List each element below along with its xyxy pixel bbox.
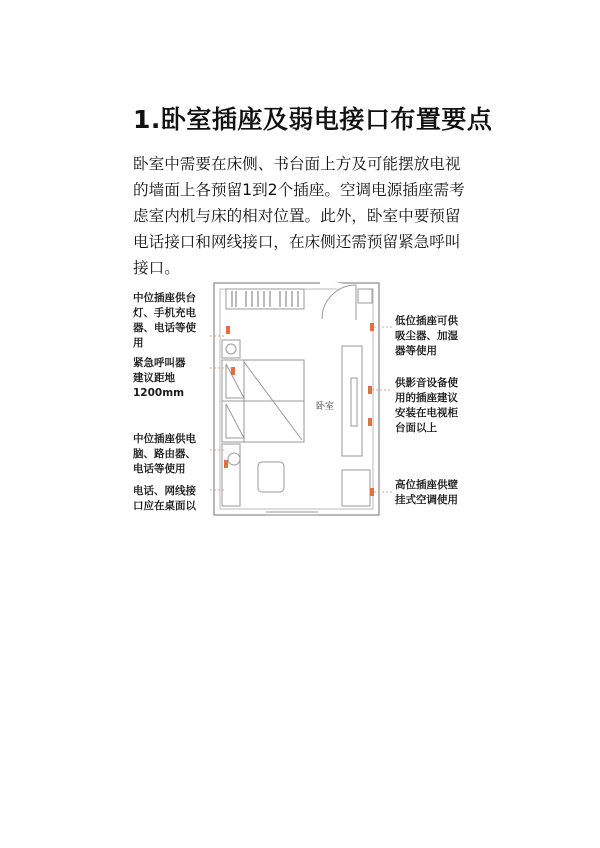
room-label: 卧室 [316, 402, 335, 412]
lamp [226, 344, 236, 354]
paragraph-line: 虑室内机与床的相对位置。此外，卧室中要预留 [133, 207, 461, 225]
callout-low-outlet [395, 314, 458, 359]
callout-line: 电话、网线接 [133, 485, 196, 497]
callout-line: 器等使用 [395, 345, 437, 357]
callout-line: 吸尘器、加湿 [395, 330, 458, 342]
outlet-mark [370, 488, 374, 496]
callout-bedside-outlet [133, 291, 196, 351]
callout-av-outlet [395, 376, 458, 436]
callout-desk-outlet [133, 432, 196, 477]
callout-line: 台面以上 [395, 422, 437, 434]
callout-line: 脑、路由器、 [133, 448, 196, 460]
nightstand [222, 340, 240, 358]
chair [258, 462, 284, 492]
outlet-mark [368, 418, 372, 426]
outlet-mark [224, 460, 228, 468]
callout-line: 紧急呼叫器 [133, 357, 186, 369]
page-title: 1.卧室插座及弱电接口布置要点 [133, 105, 493, 134]
wall-outline [214, 283, 379, 515]
outlet-mark [368, 386, 372, 394]
callout-network-port [133, 484, 196, 514]
callout-line: 用的插座建议 [395, 392, 458, 404]
callout-line: 器、电话等使 [133, 322, 196, 334]
leader-lines [210, 327, 392, 492]
callout-line: 安装在电视柜 [395, 407, 458, 419]
wall-inner [220, 289, 373, 509]
callout-line: 口应在桌面以 [133, 500, 196, 512]
callout-line: 挂式空调使用 [395, 494, 458, 506]
outlet-mark [226, 326, 230, 334]
callout-line: 电话等使用 [133, 463, 186, 475]
callout-line: 中位插座供电 [133, 433, 196, 445]
callout-line: 灯、手机充电 [133, 307, 196, 319]
paragraph-line: 接口。 [133, 259, 180, 277]
outlet-mark [370, 323, 374, 331]
callout-line: 高位插座供壁 [395, 479, 458, 491]
callout-line: 供影音设备使 [395, 377, 458, 389]
wall-column [358, 289, 372, 303]
callout-ac-outlet [395, 478, 458, 508]
tv-cabinet [342, 346, 362, 456]
side-cabinet [342, 470, 370, 506]
callout-line: 1200mm [133, 387, 185, 399]
callout-emergency-call [133, 356, 186, 401]
door-gap [320, 283, 358, 289]
paragraph-line: 的墙面上各预留1到2个插座。空调电源插座需考 [133, 181, 465, 199]
paragraph-line: 卧室中需要在床侧、书台面上方及可能摆放电视 [133, 155, 461, 173]
callout-line: 中位插座供台 [133, 292, 196, 304]
callout-line: 低位插座可供 [395, 315, 458, 327]
tv [351, 378, 357, 426]
desk-lamp [228, 453, 240, 465]
wardrobe-hangers [232, 291, 298, 307]
callout-line: 建议距地 [133, 372, 175, 384]
callout-line: 用 [133, 337, 144, 349]
paragraph-line: 电话接口和网线接口，在床侧还需预留紧急呼叫 [133, 233, 461, 251]
